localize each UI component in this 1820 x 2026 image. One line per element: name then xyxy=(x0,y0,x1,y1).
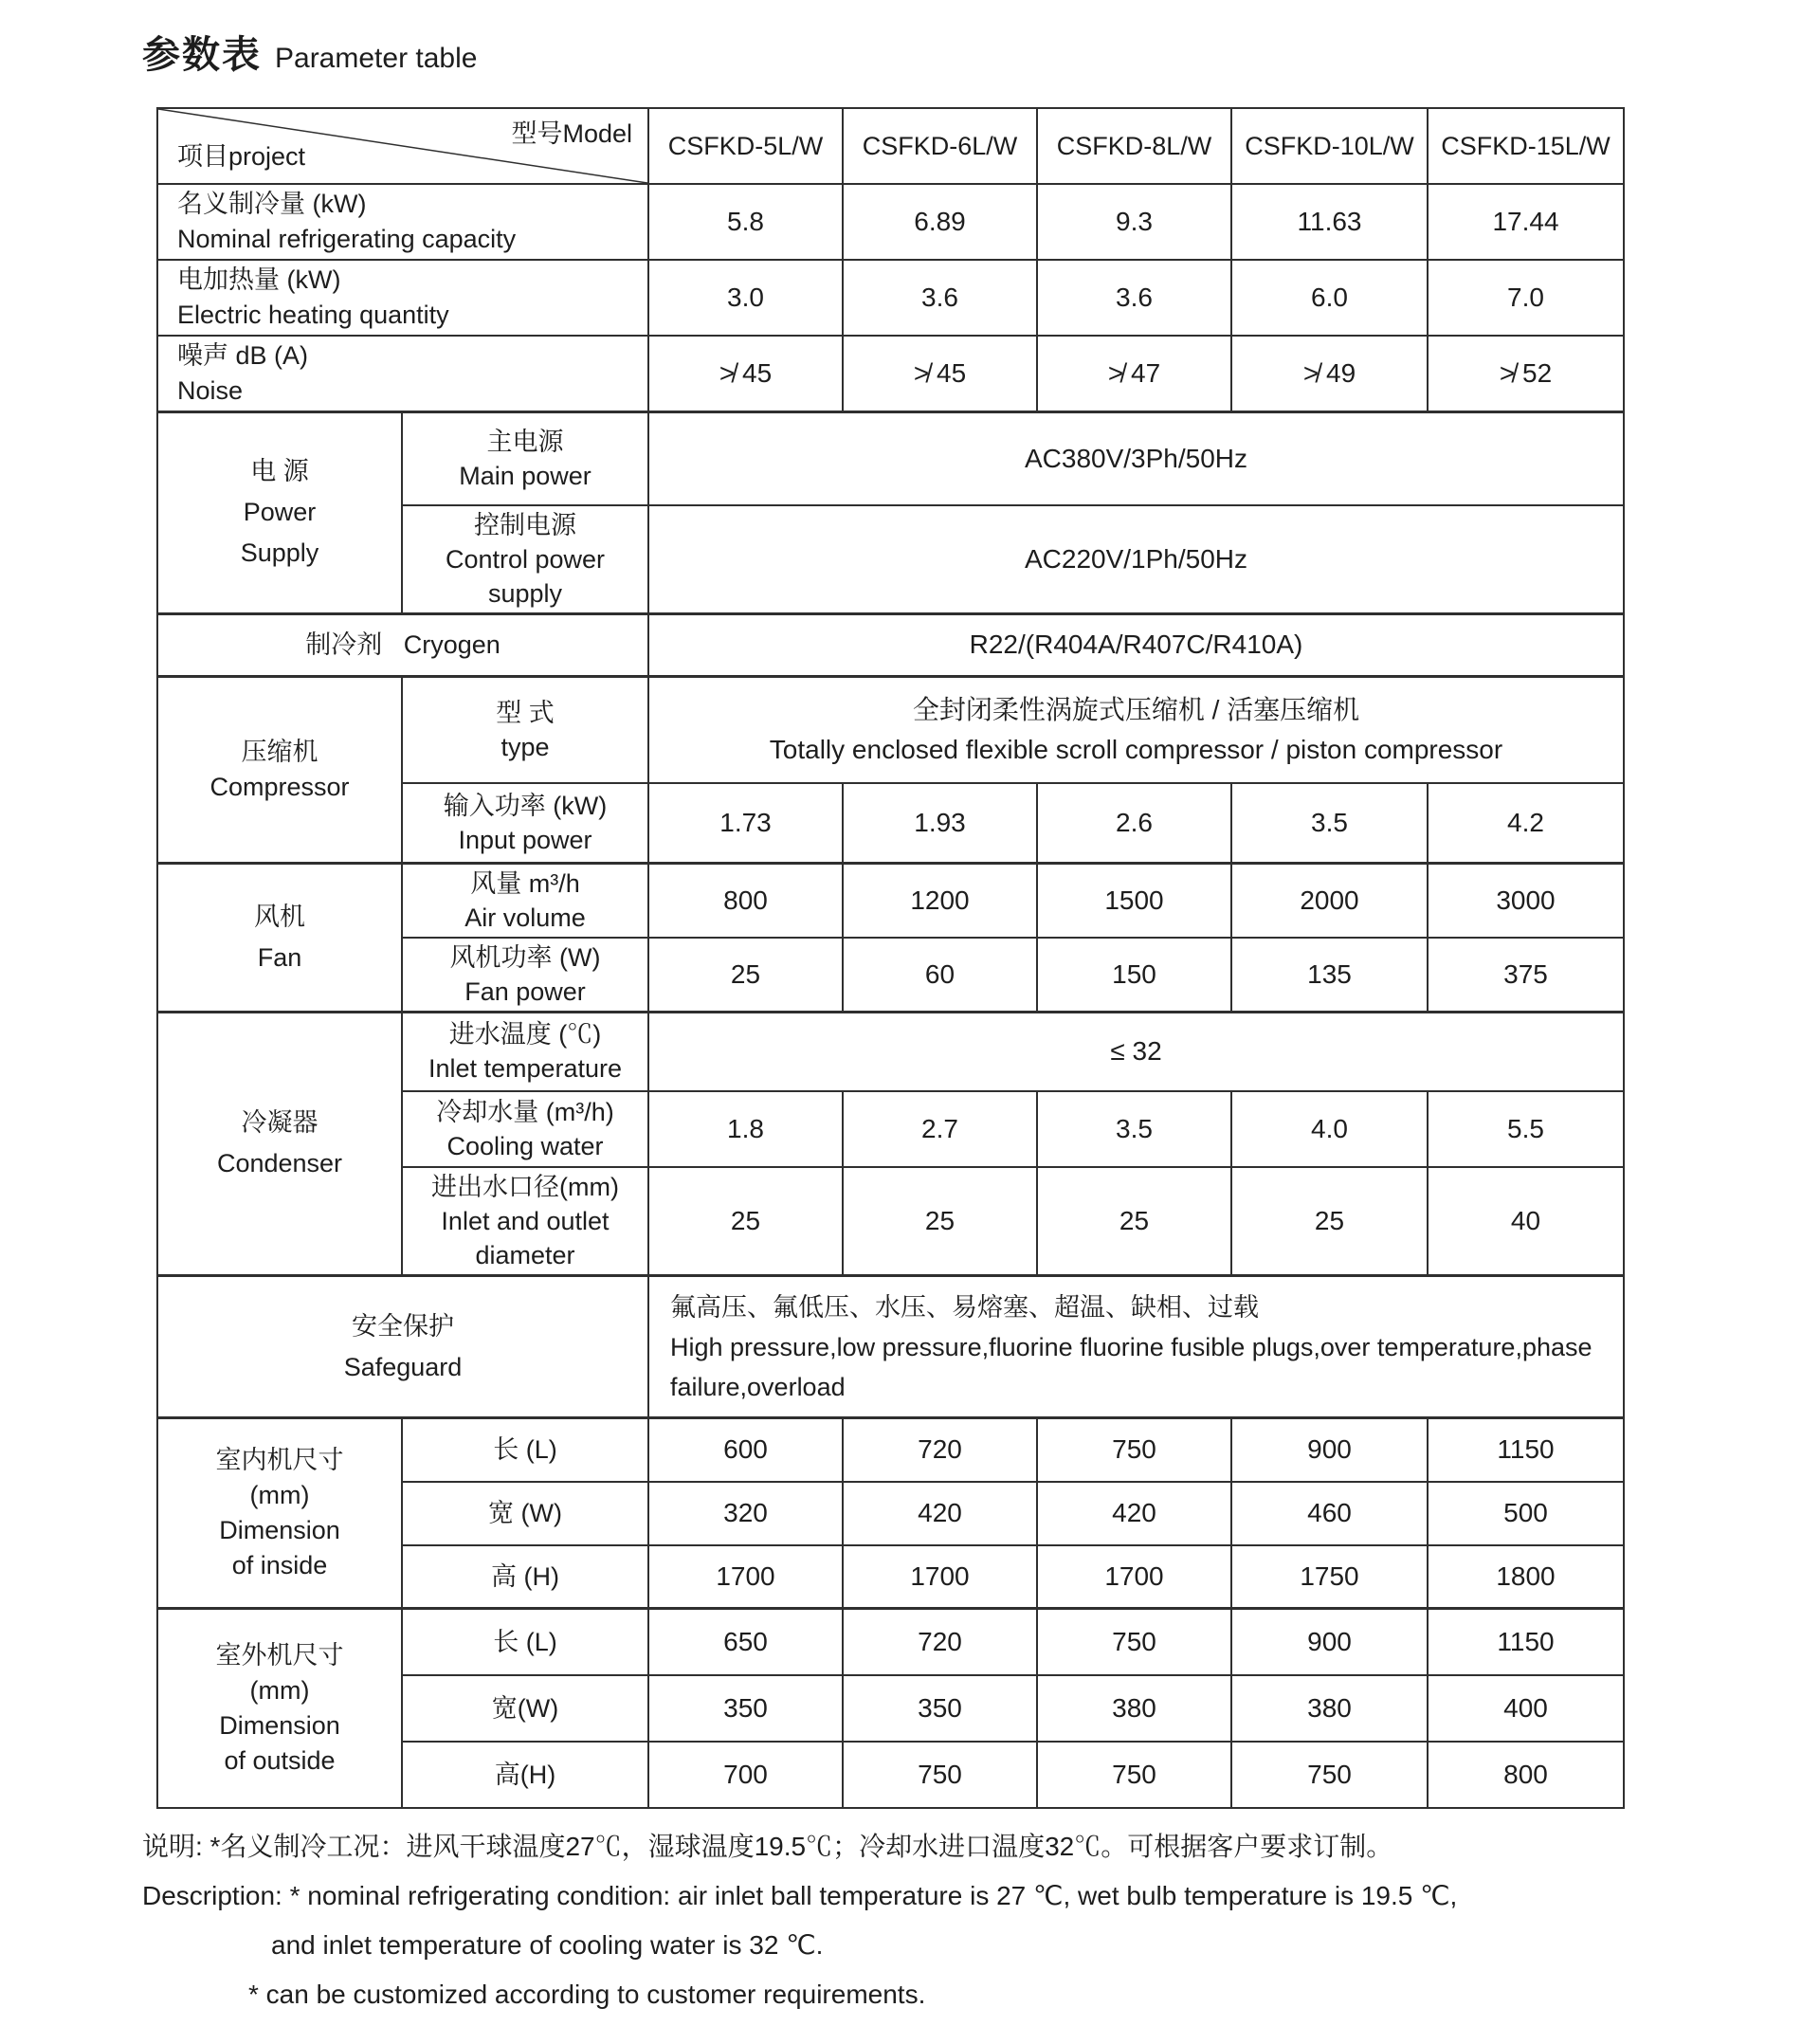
footnotes xyxy=(142,1822,1697,2019)
row-label-cn: 噪声 dB (A) xyxy=(177,341,309,370)
value-cell: 3.6 xyxy=(843,260,1037,336)
value-cell: 25 xyxy=(1037,1167,1231,1276)
value-cell: 1700 xyxy=(648,1545,843,1609)
sub-label-en: Air volume xyxy=(464,903,586,932)
value-cell: 5.5 xyxy=(1428,1091,1624,1167)
value-cell: 1800 xyxy=(1428,1545,1624,1609)
row-label-en: Cryogen xyxy=(403,630,500,659)
sub-label-length: 长 (L) xyxy=(402,1418,648,1482)
value-cell: 1.73 xyxy=(648,783,843,863)
value-cell-compressor-type xyxy=(648,676,1624,783)
sub-label-cn: 控制电源 xyxy=(474,510,576,539)
value-cell: 3000 xyxy=(1428,863,1624,938)
sub-label-en: Input power xyxy=(458,825,592,854)
group-label-compressor xyxy=(157,676,402,863)
row-label-cn: 名义制冷量 (kW) xyxy=(177,190,367,218)
model-header-cell: CSFKD-15L/W xyxy=(1428,108,1624,184)
model-header-cell: CSFKD-5L/W xyxy=(648,108,843,184)
value-cell: 25 xyxy=(843,1167,1037,1276)
corner-project-label: 项目project xyxy=(177,142,306,171)
parameter-table xyxy=(156,107,1625,1809)
value-cell: 5.8 xyxy=(648,184,843,260)
sub-label-fan-power xyxy=(402,938,648,1013)
group-label-power-supply xyxy=(157,412,402,614)
value-cell: 420 xyxy=(1037,1482,1231,1545)
group-label-en: Dimension xyxy=(219,1516,340,1544)
group-label-dimension-outside xyxy=(157,1609,402,1808)
sub-label-inlet-outlet-diameter xyxy=(402,1167,648,1276)
model-header-cell: CSFKD-8L/W xyxy=(1037,108,1231,184)
value-cell: ≯ 45 xyxy=(648,336,843,412)
group-label-unit: (mm) xyxy=(249,1675,310,1705)
row-label-en: Electric heating quantity xyxy=(177,301,449,329)
group-label-cn: 压缩机 xyxy=(241,737,318,766)
sub-label-cn: 进水温度 (℃) xyxy=(448,1020,602,1050)
value-cell: 17.44 xyxy=(1428,184,1624,260)
group-label-fan xyxy=(157,863,402,1012)
value-cell: 9.3 xyxy=(1037,184,1231,260)
value-cell: 4.2 xyxy=(1428,783,1624,863)
value-cell-cryogen: R22/(R404A/R407C/R410A) xyxy=(648,613,1624,676)
group-label-unit: (mm) xyxy=(249,1481,310,1509)
value-cell: 40 xyxy=(1428,1167,1624,1276)
sub-label-cooling-water xyxy=(402,1091,648,1167)
corner-cell xyxy=(157,108,648,184)
value-cell-main-power: AC380V/3Ph/50Hz xyxy=(648,412,1624,505)
group-label-cn: 电 源 xyxy=(250,457,309,486)
group-label-dimension-inside xyxy=(157,1418,402,1609)
sub-label-cn: 进出水口径(mm) xyxy=(431,1173,619,1201)
value-cell: 2.6 xyxy=(1037,783,1231,863)
row-label-cryogen xyxy=(157,613,648,676)
value-cell: 1700 xyxy=(843,1545,1037,1609)
value-en: High pressure,low pressure,fluorine fluorine fusible plugs,over temperature,phase failure,overload xyxy=(670,1332,1592,1401)
row-label-en: Nominal refrigerating capacity xyxy=(177,225,517,253)
sub-label-width: 宽(W) xyxy=(402,1675,648,1742)
value-cell: 2.7 xyxy=(843,1091,1037,1167)
sub-label-main-power xyxy=(402,412,648,505)
value-cell: 750 xyxy=(1037,1609,1231,1675)
group-label-en: Power xyxy=(243,498,317,527)
value-cell: 350 xyxy=(648,1675,843,1742)
value-cell: 1150 xyxy=(1428,1609,1624,1675)
value-cell: 700 xyxy=(648,1742,843,1808)
sub-label-cn: 型 式 xyxy=(496,698,555,727)
value-cell: 750 xyxy=(1037,1418,1231,1482)
value-cell: 1750 xyxy=(1231,1545,1428,1609)
row-label-cn: 电加热量 (kW) xyxy=(177,265,341,294)
group-label-cn: 室内机尺寸 xyxy=(215,1446,344,1474)
row-label-en: Noise xyxy=(177,376,244,405)
sub-label-inlet-temperature xyxy=(402,1012,648,1091)
value-cell: 1150 xyxy=(1428,1418,1624,1482)
row-label-electric-heating xyxy=(157,260,648,336)
value-cell: 25 xyxy=(1231,1167,1428,1276)
sub-label-height: 高(H) xyxy=(402,1742,648,1808)
value-cell: 1700 xyxy=(1037,1545,1231,1609)
value-cell: 3.5 xyxy=(1231,783,1428,863)
sub-label-cn: 冷却水量 (m³/h) xyxy=(436,1098,614,1126)
sub-label-control-power xyxy=(402,505,648,614)
value-cell: 6.0 xyxy=(1231,260,1428,336)
sub-label-en: Inlet and outlet xyxy=(441,1207,610,1235)
page-title-cn: 参数表 xyxy=(142,34,262,76)
sub-label-cn: 主电源 xyxy=(486,427,564,456)
sub-label-en: Fan power xyxy=(464,976,586,1006)
sub-label-cn: 输入功率 (kW) xyxy=(443,791,608,820)
value-cn: 氟高压、氟低压、水压、易熔塞、超温、缺相、过载 xyxy=(670,1292,1259,1322)
row-label-nominal-capacity xyxy=(157,184,648,260)
value-cell: 3.6 xyxy=(1037,260,1231,336)
value-cell-safeguard xyxy=(648,1276,1624,1418)
value-cell: ≯ 47 xyxy=(1037,336,1231,412)
value-cell: 900 xyxy=(1231,1418,1428,1482)
row-label-noise xyxy=(157,336,648,412)
page-title-en: Parameter table xyxy=(275,43,478,74)
sub-label-en: Inlet temperature xyxy=(428,1054,623,1084)
row-label-en: Safeguard xyxy=(343,1352,463,1381)
row-label-safeguard xyxy=(157,1276,648,1418)
row-label-cn: 制冷剂 xyxy=(305,630,383,659)
sub-label-cn: 风机功率 (W) xyxy=(449,942,601,972)
group-label-cn: 冷凝器 xyxy=(241,1108,318,1138)
value-cell: ≯ 45 xyxy=(843,336,1037,412)
value-cell: 4.0 xyxy=(1231,1091,1428,1167)
group-label-en: of inside xyxy=(231,1551,328,1579)
value-cell: 60 xyxy=(843,938,1037,1013)
value-cell: 1200 xyxy=(843,863,1037,938)
value-cell: 1.8 xyxy=(648,1091,843,1167)
group-label-en: Condenser xyxy=(216,1149,343,1178)
value-cell: 420 xyxy=(843,1482,1037,1545)
sub-label-length: 长 (L) xyxy=(402,1609,648,1675)
value-cell: 135 xyxy=(1231,938,1428,1013)
group-label-condenser xyxy=(157,1012,402,1276)
value-cell: 25 xyxy=(648,938,843,1013)
value-cell: 720 xyxy=(843,1418,1037,1482)
note-line-4: * can be customized according to customer requirements. xyxy=(248,1980,926,2009)
value-cell: 500 xyxy=(1428,1482,1624,1545)
group-label-en: Supply xyxy=(240,538,319,568)
group-label-en: Fan xyxy=(257,942,302,972)
group-label-en: Dimension xyxy=(219,1710,340,1740)
value-cell: 750 xyxy=(843,1742,1037,1808)
value-cell: 2000 xyxy=(1231,863,1428,938)
sub-label-input-power xyxy=(402,783,648,863)
value-cell: 650 xyxy=(648,1609,843,1675)
value-en: Totally enclosed flexible scroll compressor / piston compressor xyxy=(769,734,1503,764)
value-cell: 600 xyxy=(648,1418,843,1482)
model-header-cell: CSFKD-10L/W xyxy=(1231,108,1428,184)
page-title xyxy=(142,25,477,79)
group-label-en: Compressor xyxy=(209,772,350,801)
sub-label-width: 宽 (W) xyxy=(402,1482,648,1545)
value-cn: 全封闭柔性涡旋式压缩机 / 活塞压缩机 xyxy=(912,694,1360,724)
value-cell: 3.5 xyxy=(1037,1091,1231,1167)
group-label-cn: 室外机尺寸 xyxy=(215,1640,344,1670)
sub-label-en: diameter xyxy=(475,1241,575,1269)
value-cell: 150 xyxy=(1037,938,1231,1013)
value-cell: 400 xyxy=(1428,1675,1624,1742)
sub-label-en: Main power xyxy=(459,461,592,490)
value-cell: 750 xyxy=(1037,1742,1231,1808)
value-cell: 900 xyxy=(1231,1609,1428,1675)
note-line-3: and inlet temperature of cooling water is 32 ℃. xyxy=(271,1930,824,1960)
group-label-en: of outside xyxy=(224,1745,336,1775)
sub-label-en: type xyxy=(500,732,550,761)
row-label-cn: 安全保护 xyxy=(352,1311,454,1341)
group-label-cn: 风机 xyxy=(254,902,305,931)
model-header-cell: CSFKD-6L/W xyxy=(843,108,1037,184)
sub-label-en: Control power supply xyxy=(445,544,606,608)
value-cell: 320 xyxy=(648,1482,843,1545)
value-cell: 460 xyxy=(1231,1482,1428,1545)
value-cell: 375 xyxy=(1428,938,1624,1013)
value-cell: 3.0 xyxy=(648,260,843,336)
corner-model-label: 型号Model xyxy=(511,119,632,148)
value-cell: 800 xyxy=(648,863,843,938)
sub-label-air-volume xyxy=(402,863,648,938)
value-cell: 380 xyxy=(1037,1675,1231,1742)
value-cell: 350 xyxy=(843,1675,1037,1742)
value-cell-control-power: AC220V/1Ph/50Hz xyxy=(648,505,1624,614)
note-line-2: Description: * nominal refrigerating condition: air inlet ball temperature is 27 ℃, wet bulb temperature is 19.5 ℃, xyxy=(142,1881,1458,1910)
value-cell: 1500 xyxy=(1037,863,1231,938)
value-cell: 800 xyxy=(1428,1742,1624,1808)
value-cell: 1.93 xyxy=(843,783,1037,863)
value-cell: 6.89 xyxy=(843,184,1037,260)
value-cell: 25 xyxy=(648,1167,843,1276)
value-cell: 11.63 xyxy=(1231,184,1428,260)
value-cell: ≯ 49 xyxy=(1231,336,1428,412)
sub-label-type xyxy=(402,676,648,783)
sub-label-height: 高 (H) xyxy=(402,1545,648,1609)
value-cell: 720 xyxy=(843,1609,1037,1675)
sub-label-en: Cooling water xyxy=(446,1132,604,1160)
value-cell: 750 xyxy=(1231,1742,1428,1808)
value-cell: 380 xyxy=(1231,1675,1428,1742)
value-cell-inlet-temperature: ≤ 32 xyxy=(648,1012,1624,1091)
value-cell: 7.0 xyxy=(1428,260,1624,336)
value-cell: ≯ 52 xyxy=(1428,336,1624,412)
sub-label-cn: 风量 m³/h xyxy=(470,868,580,898)
note-line-1: 说明: *名义制冷工况：进风干球温度27℃，湿球温度19.5℃；冷却水进口温度32℃。可根据客户要求订制。 xyxy=(142,1832,1393,1861)
